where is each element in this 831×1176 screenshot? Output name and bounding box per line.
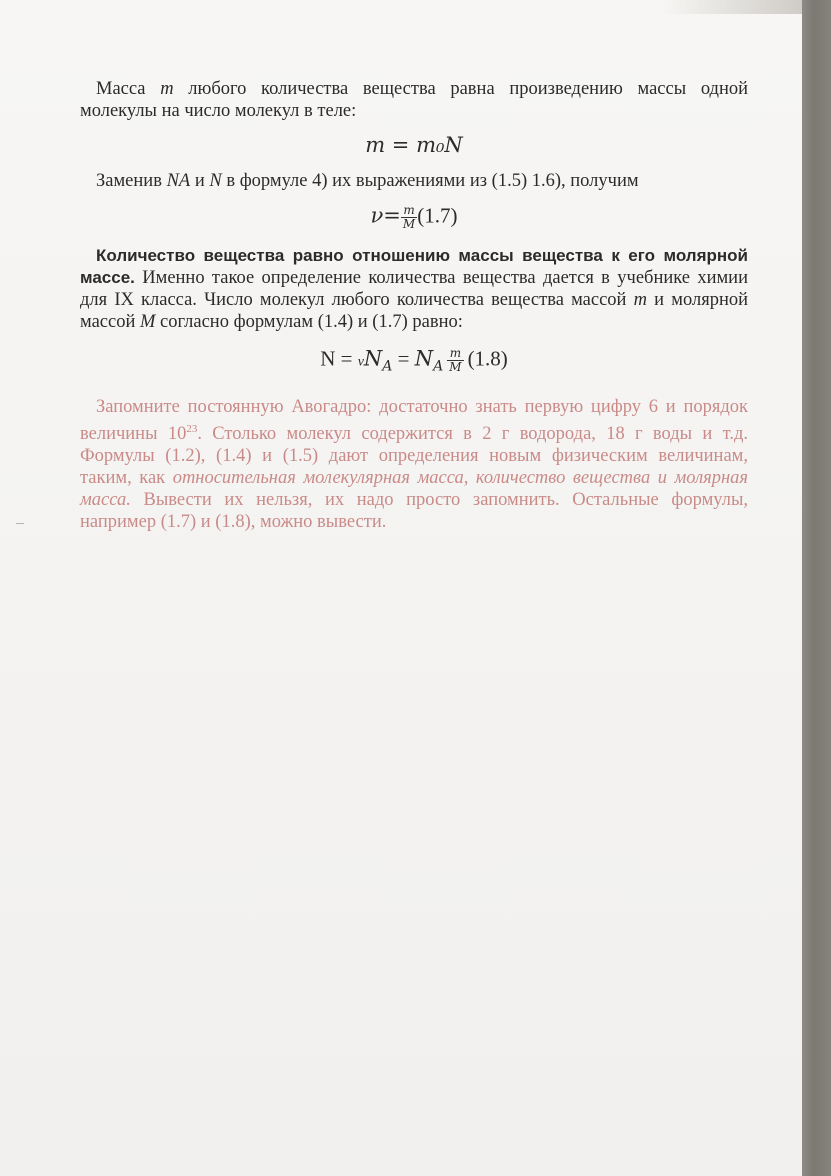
scan-speck: [16, 523, 24, 524]
page-top-edge-shadow: [662, 0, 802, 14]
paragraph-mass-definition: Масса m любого количества вещества равна произведению массы одной молекулы на число молекул в теле:: [80, 79, 748, 121]
formula-1-7: ν= $\frac{m}{M}$ (1.7): [370, 203, 458, 231]
page-binding-edge: [802, 0, 831, 1176]
fraction-m-over-M: $\frac{m}{M}$: [402, 203, 416, 231]
page-content: [80, 78, 748, 533]
paragraph-amount-of-substance: Количество вещества равно отношению массы вещества к его молярной массе. Именно такое определение количества вещества дается в учебнике химии для IX класса. Число молекул любого количества вещества массой m и молярной массой M согласно формулам (1.4) и (1.7) равно:: [80, 246, 749, 332]
formula-mass: m = m₀N: [365, 133, 463, 157]
paragraph-avogadro-note: Запомните постоянную Авогадро: достаточно знать первую цифру 6 и порядок величины $10^{23}$. Столько молекул содержится в 2 г водорода, 18 г воды и т.д. Формулы (1.2), (1.4) и (1.5) дают определения новым физическим величинам, таким, как относительная молекулярная масса, количество вещества и молярная масса. Вывести их нельзя, их надо просто запомнить. Остальные формулы, например (1.7) и (1.8), можно вывести.: [80, 396, 749, 532]
paragraph-substitution: Заменив NA и N в формуле 4) их выражениями из (1.5) 1.6), получим: [96, 171, 639, 191]
formula-1-8: $N = \nu N_A = N_A$ $\frac{m}{M}$ (1.8): [320, 346, 508, 375]
fraction-m-over-M-2: $\frac{m}{M}$: [449, 346, 462, 374]
